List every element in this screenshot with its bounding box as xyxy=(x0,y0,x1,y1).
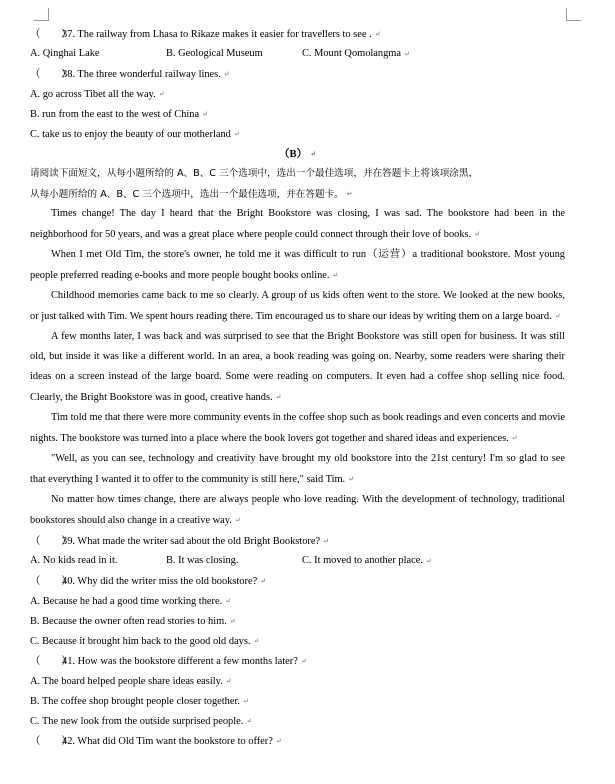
paragraph-mark: ↵ xyxy=(225,597,232,605)
paragraph-mark: ↵ xyxy=(260,577,267,585)
question-text: 42. What did Old Tim want the bookstore to offer? xyxy=(62,736,273,747)
answer-blank: （ ） xyxy=(30,29,72,40)
option-c: C. It moved to another place. xyxy=(302,555,423,566)
paragraph-mark: ↵ xyxy=(202,110,208,118)
paragraph-mark: ↵ xyxy=(253,637,260,645)
instructions-line-2 xyxy=(30,184,565,204)
question-37-options xyxy=(30,44,565,64)
option-text: A. Because he had a good time working there. xyxy=(30,596,223,607)
passage-paragraph-2 xyxy=(30,245,565,286)
answer-blank: （ ） xyxy=(30,576,72,587)
instructions-text: 从每小题所给的 A、B、C 三个选项中，选出一个最佳选项，并在答题卡。 xyxy=(30,189,344,200)
paragraph-mark: ↵ xyxy=(246,717,253,725)
paragraph-text: Times change! The day I heard that the Bright Bookstore was closing, I was sad. The bookstore had been in the neighborhood for 50 years, and was a great place where people could connect through their love of books. xyxy=(30,208,565,240)
paragraph-mark: ↵ xyxy=(346,190,353,198)
option-text: B. run from the east to the west of China xyxy=(30,109,200,120)
paragraph-text: No matter how times change, there are always people who love reading. With the development of technology, traditional bookstores should also change in a creative way. xyxy=(30,494,565,526)
question-41 xyxy=(30,651,565,671)
option-a xyxy=(30,84,565,104)
section-heading-text: （B） xyxy=(278,149,308,160)
question-38 xyxy=(30,64,565,84)
paragraph-text: "Well, as you can see, technology and creativity have brought my old bookstore into the 21st century! I'm so glad to see that everything I wanted it to offer to the community is still here," said Tim. xyxy=(30,453,565,485)
paragraph-mark: ↵ xyxy=(234,516,241,524)
answer-blank: （ ） xyxy=(30,736,72,747)
question-text: 38. The three wonderful railway lines. xyxy=(62,69,221,80)
passage-paragraph-3 xyxy=(30,286,565,327)
paragraph-mark: ↵ xyxy=(348,475,355,483)
option-a: A. No kids read in it. xyxy=(30,555,118,566)
paragraph-mark: ↵ xyxy=(425,557,432,565)
paragraph-mark: ↵ xyxy=(229,617,236,625)
question-text: 37. The railway from Lhasa to Rikaze makes it easier for travellers to see . xyxy=(62,29,372,40)
option-b: B. It was closing. xyxy=(166,555,239,566)
paragraph-mark: ↵ xyxy=(223,70,230,78)
paragraph-text: A few months later, I was back and was surprised to see that the Bright Bookstore was still open for business. It was still old, but inside it was like a different world. In an area, a book reading was going on. Nearby, some readers were sharing their ideas on a screen instead of the large board. Some were reading on computers. It even had a coffee shop selling nice food. Clearly, the Bright Bookstore was in good, creative hands. xyxy=(30,331,565,403)
paragraph-mark: ↵ xyxy=(310,150,317,158)
option-c: C. Mount Qomolangma xyxy=(302,48,401,59)
option-text: B. Because the owner often read stories to him. xyxy=(30,616,227,627)
option-a xyxy=(30,671,565,691)
question-text: 41. How was the bookstore different a few months later? xyxy=(62,656,298,667)
paragraph-mark: ↵ xyxy=(474,230,481,238)
passage-paragraph-6 xyxy=(30,449,565,490)
paragraph-text: Tim told me that there were more community events in the coffee shop such as book readings and even concerts and movie nights. The bookstore was turned into a place where the book lovers got together and shared ideas and experiences. xyxy=(30,412,565,444)
paragraph-mark: ↵ xyxy=(275,393,282,401)
paragraph-mark: ↵ xyxy=(158,90,165,98)
question-text: 39. What made the writer sad about the old Bright Bookstore? xyxy=(62,536,321,547)
option-b xyxy=(30,104,565,124)
paragraph-mark: ↵ xyxy=(233,130,240,138)
question-40 xyxy=(30,571,565,591)
section-heading xyxy=(30,144,565,164)
paragraph-mark: ↵ xyxy=(275,737,282,745)
paragraph-mark: ↵ xyxy=(332,271,339,279)
option-b xyxy=(30,611,565,631)
option-text: C. Because it brought him back to the good old days. xyxy=(30,636,251,647)
paragraph-mark: ↵ xyxy=(300,657,307,665)
passage-paragraph-1 xyxy=(30,204,565,245)
answer-blank: （ ） xyxy=(30,69,72,80)
margin-corner-mark xyxy=(566,8,581,21)
paragraph-mark: ↵ xyxy=(511,434,518,442)
option-c xyxy=(30,124,565,144)
option-text: A. go across Tibet all the way. xyxy=(30,89,156,100)
option-text: C. The new look from the outside surprised people. xyxy=(30,716,244,727)
question-39-options xyxy=(30,551,565,571)
paragraph-mark: ↵ xyxy=(242,697,249,705)
paragraph-mark: ↵ xyxy=(225,677,232,685)
passage-paragraph-5 xyxy=(30,408,565,449)
paragraph-text: Childhood memories came back to me so clearly. A group of us kids often went to the store. We looked at the new books, or just talked with Tim. We spent hours reading there. Tim encouraged us to share our ideas by writing them on a large board. xyxy=(30,290,565,322)
paragraph-mark: ↵ xyxy=(554,312,561,320)
question-37 xyxy=(30,24,565,44)
option-b: B. Geological Museum xyxy=(166,48,263,59)
answer-blank: （ ） xyxy=(30,656,72,667)
paragraph-mark: ↵ xyxy=(323,537,329,545)
instructions-line-1: 请阅读下面短文，从每小题所给的 A、B、C 三个选项中，选出一个最佳选项，并在答题卡上将该项涂黑， xyxy=(30,168,479,179)
passage-paragraph-4 xyxy=(30,327,565,408)
paragraph-mark: ↵ xyxy=(374,30,381,38)
passage-paragraph-7 xyxy=(30,490,565,531)
page-content xyxy=(30,24,565,751)
option-a: A. Qinghai Lake xyxy=(30,48,100,59)
margin-corner-mark xyxy=(34,8,49,21)
option-text: C. take us to enjoy the beauty of our motherland xyxy=(30,129,231,140)
paragraph-mark: ↵ xyxy=(404,50,410,58)
question-39 xyxy=(30,531,565,551)
question-text: 40. Why did the writer miss the old bookstore? xyxy=(62,576,258,587)
option-b xyxy=(30,691,565,711)
option-c xyxy=(30,711,565,731)
option-c xyxy=(30,631,565,651)
paragraph-text: When I met Old Tim, the store's owner, he told me it was difficult to run（运营）a traditional bookstore. Most young people preferred reading e-books and more people bought books online. xyxy=(30,249,565,281)
answer-blank: （ ） xyxy=(30,536,72,547)
option-text: B. The coffee shop brought people closer together. xyxy=(30,696,240,707)
option-text: A. The board helped people share ideas easily. xyxy=(30,676,223,687)
question-42 xyxy=(30,731,565,751)
option-a xyxy=(30,591,565,611)
